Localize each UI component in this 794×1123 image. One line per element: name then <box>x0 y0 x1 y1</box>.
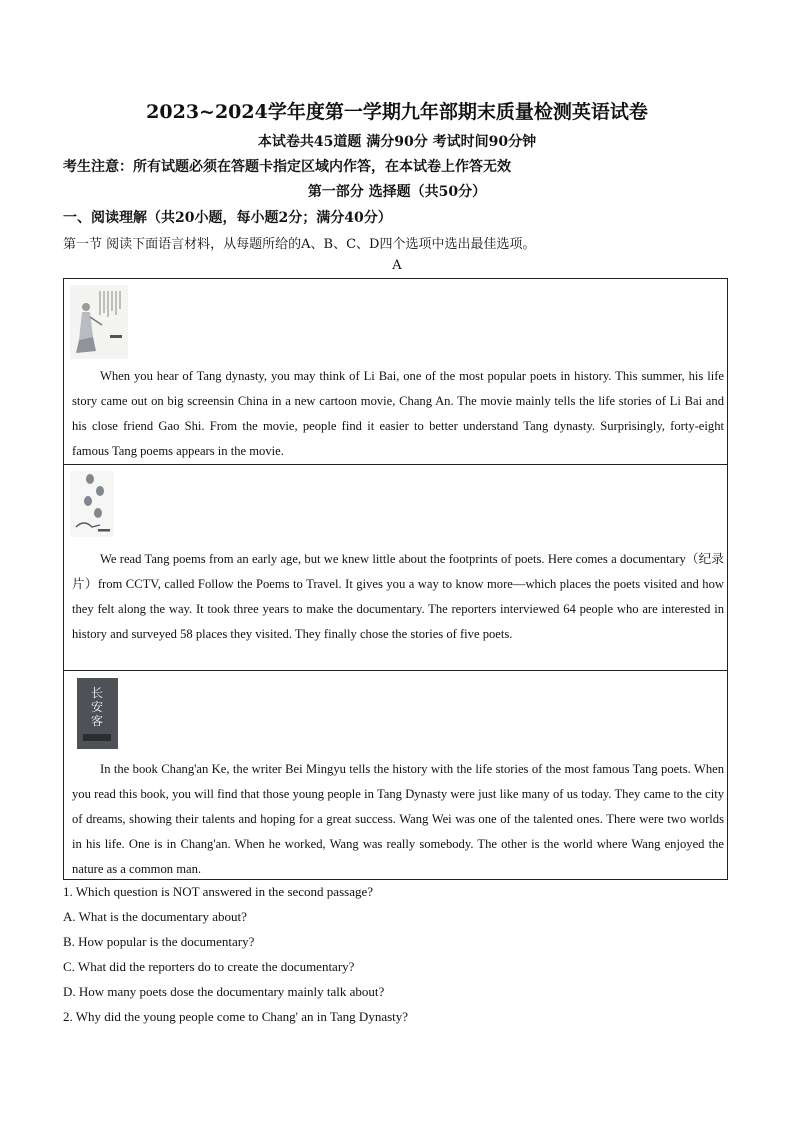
exam-notice: 考生注意：所有试题必须在答题卡指定区域内作答，在本试卷上作答无效 <box>63 159 511 175</box>
question-1-option-d: D. How many poets dose the documentary mainly talk about? <box>63 984 385 999</box>
footprints-illustration <box>70 471 114 537</box>
part-heading: 第一部分 选择题（共50分） <box>307 184 487 200</box>
passage-box-1 <box>63 278 728 465</box>
passage-box-3 <box>63 670 728 880</box>
passage-box-2 <box>63 464 728 671</box>
section-heading: 一、阅读理解（共20小题，每小题2分；满分40分） <box>63 210 392 226</box>
book-cover-image <box>77 678 118 749</box>
passage-label: A <box>392 258 402 273</box>
book-cover-title: 长安客 <box>91 686 104 728</box>
section-instruction: 第一节 阅读下面语言材料，从每题所给的A、B、C、D四个选项中选出最佳选项。 <box>63 237 536 252</box>
question-1-option-a: A. What is the documentary about? <box>63 909 247 924</box>
question-1-option-b: B. How popular is the documentary? <box>63 934 255 949</box>
question-1-option-c: C. What did the reporters do to create the documentary? <box>63 959 355 974</box>
exam-title: 2023~2024学年度第一学期九年部期末质量检测英语试卷 <box>146 101 648 123</box>
exam-subtitle: 本试卷共45道题 满分90分 考试时间90分钟 <box>257 134 537 150</box>
li-bai-illustration <box>70 285 128 359</box>
question-1: 1. Which question is NOT answered in the second passage? <box>63 884 374 899</box>
passage-1-text: When you hear of Tang dynasty, you may think of Li Bai, one of the most popular poets in history. This summer, his life story came out on big screensin China in a new cartoon movie, Chang An. The movie mainly tells the life stories of Li Bai and his close friend Gao Shi. From the movie, people find it easier to better understand Tang dynasty. Surprisingly, forty-eight famous Tang poems appears in the movie. <box>72 369 724 458</box>
question-2: 2. Why did the young people come to Chang' an in Tang Dynasty? <box>63 1009 409 1024</box>
passage-2-text: We read Tang poems from an early age, but we knew little about the footprints of poets. Here comes a documentary（纪录片）from CCTV, called Follow the Poems to Travel. It gives you a way to know more—which places the poets visited and how they felt along the way. It took three years to make the documentary. The reporters interviewed 64 people who are interested in history and surveyed 58 places they visited. They finally chose the stories of five poets. <box>72 552 724 641</box>
passage-3-text: In the book Chang'an Ke, the writer Bei Mingyu tells the history with the life stories of the most famous Tang poets. When you read this book, you will find that those young people in Tang Dynasty were just like many of us today. They came to the city of dreams, showing their talents and hoping for a great success. Wang Wei was one of the talented ones. There were two worlds in his life. One is in Chang'an. When he worked, Wang was really somebody. The other is the world where Wang enjoyed the nature as a common man. <box>72 762 724 876</box>
